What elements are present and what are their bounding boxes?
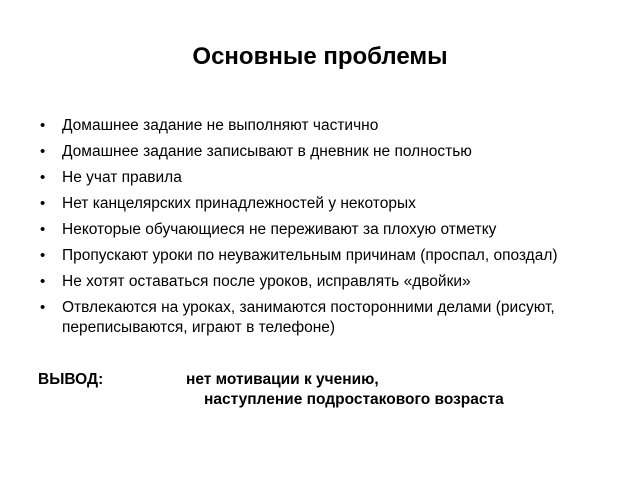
conclusion-label: ВЫВОД: xyxy=(38,371,104,388)
list-item-text: Домашнее задание не выполняют частично xyxy=(62,117,379,134)
bullet-icon: • xyxy=(40,221,46,238)
bullet-icon: • xyxy=(40,169,46,186)
list-item-text: Отвлекаются на уроках, занимаются посторонними делами (рисуют, переписываются, играют в телефоне) xyxy=(62,299,555,336)
list-item-text: Не учат правила xyxy=(62,169,182,186)
conclusion-line-2: наступление подростакового возраста xyxy=(204,391,504,408)
list-item xyxy=(38,220,598,240)
bullet-icon: • xyxy=(40,195,46,212)
problem-list xyxy=(38,116,598,344)
list-item xyxy=(38,194,598,214)
list-item xyxy=(38,272,598,292)
list-item-text: Домашнее задание записывают в дневник не полностью xyxy=(62,143,472,160)
list-item-text: Некоторые обучающиеся не переживают за плохую отметку xyxy=(62,221,497,238)
list-item xyxy=(38,298,598,338)
slide-title: Основные проблемы xyxy=(192,43,448,70)
bullet-icon: • xyxy=(40,247,46,264)
bullet-icon: • xyxy=(40,117,46,134)
list-item xyxy=(38,116,598,136)
list-item xyxy=(38,168,598,188)
list-item-text: Пропускают уроки по неуважительным причинам (проспал, опоздал) xyxy=(62,247,558,264)
bullet-icon: • xyxy=(40,143,46,160)
list-item-text: Не хотят оставаться после уроков, исправлять «двойки» xyxy=(62,273,471,290)
bullet-icon: • xyxy=(40,299,46,316)
bullet-icon: • xyxy=(40,273,46,290)
list-item xyxy=(38,246,598,266)
list-item xyxy=(38,142,598,162)
conclusion-line-1: нет мотивации к учению, xyxy=(186,371,379,388)
list-item-text: Нет канцелярских принадлежностей у некоторых xyxy=(62,195,416,212)
